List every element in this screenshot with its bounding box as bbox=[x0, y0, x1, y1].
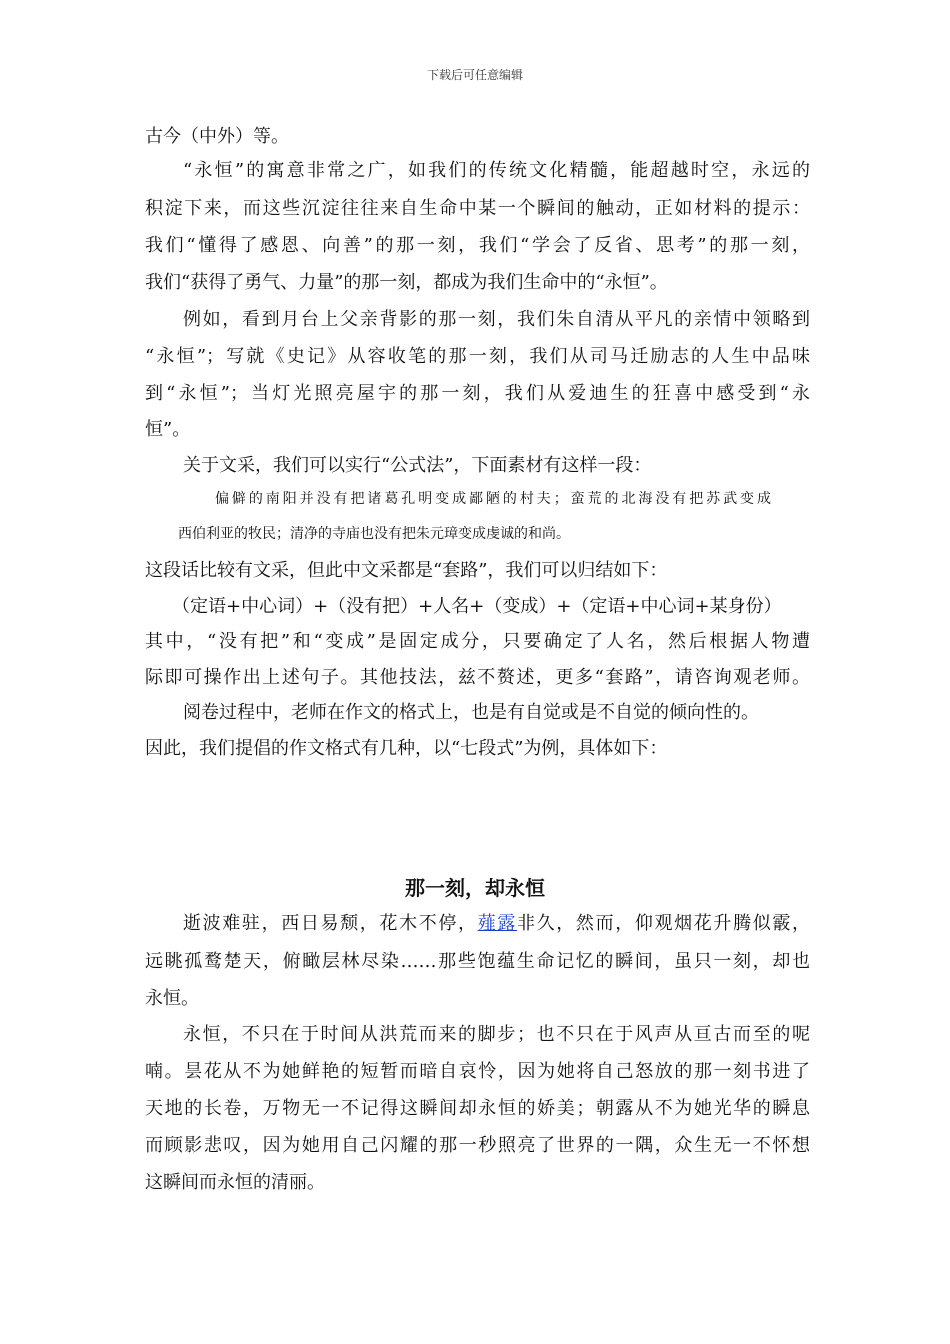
page-header: 下载后可任意编辑 bbox=[426, 68, 523, 82]
essay-line: 天地的长卷，万物无一不记得这瞬间却永恒的娇美；朝露从不为她光华的瞬息 bbox=[145, 1098, 810, 1119]
paragraph-line: 关于文采，我们可以实行“公式法”，下面素材有这样一段： bbox=[183, 455, 652, 476]
paragraph-line: 因此，我们提倡的作文格式有几种，以“七段式”为例，具体如下： bbox=[145, 738, 668, 759]
paragraph-line: 其中，“没有把”和“变成”是固定成分，只要确定了人名，然后根据人物遭 bbox=[145, 631, 810, 652]
essay-line: 远眺孤鹜楚天，俯瞰层林尽染……那些饱蕴生命记忆的瞬间，虽只一刻，却也 bbox=[145, 951, 810, 972]
paragraph-line: 际即可操作出上述句子。其他技法，兹不赘述，更多“套路”，请咨询观老师。 bbox=[145, 667, 810, 688]
essay-line: 永恒。 bbox=[145, 988, 199, 1009]
paragraph-line: 到“永恒”；当灯光照亮屋宇的那一刻，我们从爱迪生的狂喜中感受到“永 bbox=[145, 383, 810, 404]
quote-line: 西伯利亚的牧民；清净的寺庙也没有把朱元璋变成虔诚的和尚。 bbox=[178, 526, 570, 542]
paragraph-line: 例如，看到月台上父亲背影的那一刻，我们朱自清从平凡的亲情中领略到 bbox=[183, 309, 810, 330]
paragraph-line: 古今（中外）等。 bbox=[145, 126, 289, 147]
essay-line: 这瞬间而永恒的清丽。 bbox=[145, 1172, 325, 1193]
paragraph-line: 这段话比较有文采，但此中文采都是“套路”，我们可以归结如下： bbox=[145, 560, 668, 581]
paragraph-line: 我们“获得了勇气、力量”的那一刻，都成为我们生命中的“永恒”。 bbox=[145, 272, 668, 293]
paragraph-line: 我们“懂得了感恩、向善”的那一刻，我们“学会了反省、思考”的那一刻， bbox=[145, 235, 810, 256]
essay-line: 而顾影悲叹，因为她用自己闪耀的那一秒照亮了世界的一隅，众生无一不怀想 bbox=[145, 1135, 810, 1156]
paragraph-line: 恒”。 bbox=[145, 419, 191, 440]
paragraph-line: 积淀下来，而这些沉淀往往来自生命中某一个瞬间的触动，正如材料的提示： bbox=[145, 198, 810, 219]
paragraph-line: “永恒”的寓意非常之广，如我们的传统文化精髓，能超越时空，永远的 bbox=[183, 160, 810, 181]
paragraph-line: 阅卷过程中，老师在作文的格式上，也是有自觉或是不自觉的倾向性的。 bbox=[183, 702, 759, 723]
quote-line: 偏僻的南阳并没有把诸葛孔明变成鄙陋的村夫；蛮荒的北海没有把苏武变成 bbox=[215, 491, 771, 507]
essay-line: 永恒，不只在于时间从洪荒而来的脚步；也不只在于风声从亘古而至的呢 bbox=[183, 1024, 810, 1045]
essay-title: 那一刻，却永恒 bbox=[405, 876, 545, 900]
paragraph-line: “永恒”；写就《史记》从容收笔的那一刻，我们从司马迁励志的人生中品味 bbox=[145, 346, 810, 367]
essay-line bbox=[183, 911, 810, 937]
formula-line: （定语+中心词）+（没有把）+人名+（变成）+（定语+中心词+某身份） bbox=[172, 596, 782, 617]
essay-line: 喃。昙花从不为她鲜艳的短暂而暗自哀怜，因为她将自己怒放的那一刻书进了 bbox=[145, 1061, 810, 1082]
essay-text: 逝波难驻，西日易颓，花木不停， bbox=[183, 913, 478, 934]
essay-text: 非久，然而，仰观烟花升腾似霰， bbox=[516, 913, 811, 934]
xielu-link[interactable]: 薤露 bbox=[477, 913, 517, 934]
